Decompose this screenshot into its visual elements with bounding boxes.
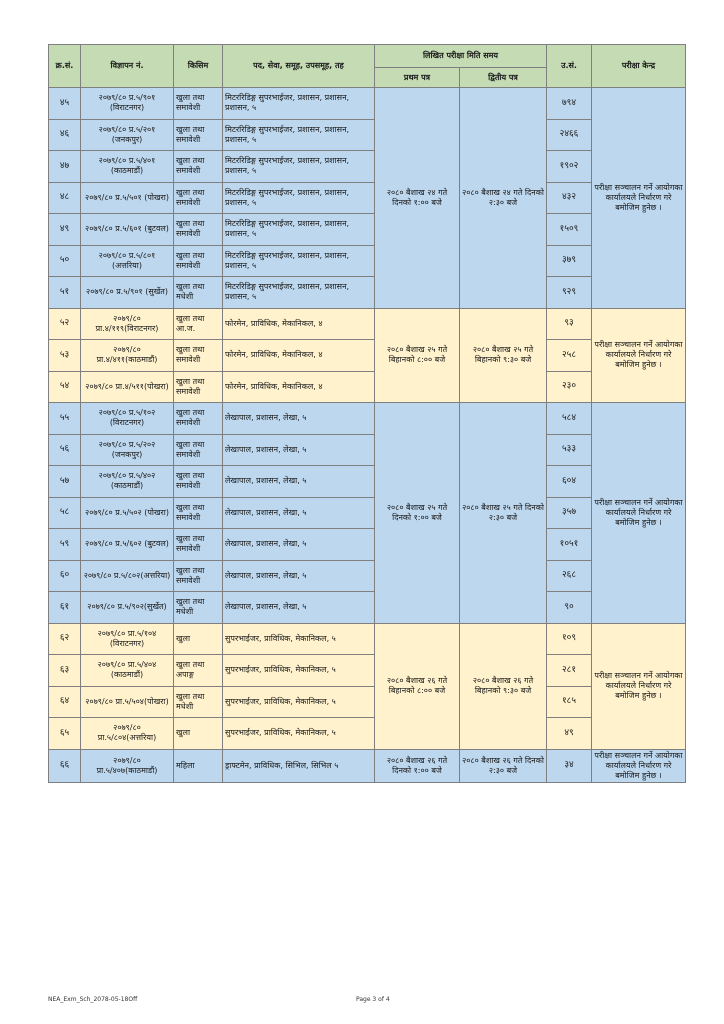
serial-number-cell: ५१ <box>49 277 81 309</box>
serial-number-cell: ४५ <box>49 88 81 120</box>
post-cell: मिटररिडिङ्ग सुपरभाईजर, प्रशासन, प्रशासन, प्रशासन, ५ <box>223 182 375 214</box>
post-cell: लेखापाल, प्रशासन, लेखा, ५ <box>223 592 375 624</box>
post-cell: सुपरभाईजर, प्राविधिक, मेकानिकल, ५ <box>223 655 375 687</box>
candidate-count-cell: १९०२ <box>547 151 592 183</box>
table-row <box>49 371 686 403</box>
candidate-count-cell: ४३२ <box>547 182 592 214</box>
header-post: पद, सेवा, समूह, उपसमूह, तह <box>223 45 375 88</box>
serial-number-cell: ६२ <box>49 623 81 655</box>
advertisement-number-cell: २०७९/८० प्र.५/६०२ (बुटवल) <box>81 529 174 561</box>
advertisement-number-cell: २०७९/८० प्र.५/६०१ (बुटवल) <box>81 214 174 246</box>
type-cell: खुला तथा समावेशी <box>174 371 223 403</box>
advertisement-number-cell: २०७९/८० प्रा.५/८०४(अत्तरिया) <box>81 718 174 750</box>
advertisement-number-cell: २०७९/८० प्रा.५/४०७(काठमाडौं) <box>81 749 174 782</box>
type-cell: खुला तथा अपाङ्ग <box>174 655 223 687</box>
post-cell: लेखापाल, प्रशासन, लेखा, ५ <box>223 434 375 466</box>
table-row <box>49 308 686 340</box>
candidate-count-cell: ५३३ <box>547 434 592 466</box>
second-paper-date-cell: २०८० बैशाख २५ गते बिहानको ९:३० बजे <box>460 308 547 403</box>
table-row <box>49 560 686 592</box>
type-cell: खुला तथा समावेशी <box>174 560 223 592</box>
serial-number-cell: ६३ <box>49 655 81 687</box>
advertisement-number-cell: २०७९/८० प्र.५/९०१ (सुर्खेत) <box>81 277 174 309</box>
exam-center-cell: परीक्षा सञ्चालन गर्ने आयोगका कार्यालयले निर्धारण गरे बमोजिम हुनेछ । <box>592 403 686 624</box>
candidate-count-cell: १०९ <box>547 623 592 655</box>
type-cell: खुला तथा समावेशी <box>174 434 223 466</box>
first-paper-date-cell: २०८० बैशाख २५ गते दिनको १:०० बजे <box>375 403 460 624</box>
candidate-count-cell: ६०४ <box>547 466 592 498</box>
candidate-count-cell: २८१ <box>547 655 592 687</box>
type-cell: खुला तथा मधेशी <box>174 277 223 309</box>
type-cell: खुला तथा मधेशी <box>174 592 223 624</box>
serial-number-cell: ५६ <box>49 434 81 466</box>
candidate-count-cell: ७९४ <box>547 88 592 120</box>
candidate-count-cell: ३४ <box>547 749 592 782</box>
post-cell: मिटररिडिङ्ग सुपरभाईजर, प्रशासन, प्रशासन, प्रशासन, ५ <box>223 119 375 151</box>
table-row <box>49 592 686 624</box>
table-row <box>49 182 686 214</box>
serial-number-cell: ६४ <box>49 686 81 718</box>
post-cell: फोरमेन, प्राविधिक, मेकानिकल, ४ <box>223 308 375 340</box>
table-row <box>49 119 686 151</box>
advertisement-number-cell: २०७९/८० प्र.५/५०२ (पोखरा) <box>81 497 174 529</box>
post-cell: मिटररिडिङ्ग सुपरभाईजर, प्रशासन, प्रशासन, प्रशासन, ५ <box>223 151 375 183</box>
advertisement-number-cell: २०७९/८० प्र.५/८०१ (अत्तरिया) <box>81 245 174 277</box>
candidate-count-cell: ९२९ <box>547 277 592 309</box>
serial-number-cell: ४६ <box>49 119 81 151</box>
post-cell: सुपरभाईजर, प्राविधिक, मेकानिकल, ५ <box>223 686 375 718</box>
table-row <box>49 88 686 120</box>
first-paper-date-cell: २०८० बैशाख २४ गते दिनको १:०० बजे <box>375 88 460 309</box>
post-cell: लेखापाल, प्रशासन, लेखा, ५ <box>223 466 375 498</box>
type-cell: खुला तथा आ.ज. <box>174 308 223 340</box>
header-serial-number: क्र.सं. <box>49 45 81 88</box>
candidate-count-cell: ४९ <box>547 718 592 750</box>
header-second-paper: द्वितीय पत्र <box>460 68 547 88</box>
type-cell: खुला <box>174 623 223 655</box>
candidate-count-cell: ५८४ <box>547 403 592 435</box>
advertisement-number-cell: २०७९/८० प्रा.४/५११(पोखरा) <box>81 371 174 403</box>
footer-page-number: Page 3 of 4 <box>356 996 390 1003</box>
advertisement-number-cell: २०७९/८० प्रा.४/४११(काठमाडौं) <box>81 340 174 372</box>
serial-number-cell: ५२ <box>49 308 81 340</box>
candidate-count-cell: ३५७ <box>547 497 592 529</box>
exam-center-cell: परीक्षा सञ्चालन गर्ने आयोगका कार्यालयले निर्धारण गरे बमोजिम हुनेछ । <box>592 749 686 782</box>
candidate-count-cell: २३० <box>547 371 592 403</box>
candidate-count-cell: ९३ <box>547 308 592 340</box>
exam-center-cell: परीक्षा सञ्चालन गर्ने आयोगका कार्यालयले निर्धारण गरे बमोजिम हुनेछ । <box>592 308 686 403</box>
table-row <box>49 749 686 782</box>
advertisement-number-cell: २०७९/८० प्र.५/४०१ (काठमाडौं) <box>81 151 174 183</box>
candidate-count-cell: २४६६ <box>547 119 592 151</box>
header-type: किसिम <box>174 45 223 88</box>
advertisement-number-cell: २०७९/८० प्र.५/२०२ (जनकपुर) <box>81 434 174 466</box>
post-cell: लेखापाल, प्रशासन, लेखा, ५ <box>223 560 375 592</box>
post-cell: लेखापाल, प्रशासन, लेखा, ५ <box>223 497 375 529</box>
post-cell: ड्राफ्टमेन, प्राविधिक, सिभिल, सिभिल ५ <box>223 749 375 782</box>
table-row <box>49 623 686 655</box>
table-row <box>49 277 686 309</box>
advertisement-number-cell: २०७९/८० प्रा.५/१०४ (विराटनगर) <box>81 623 174 655</box>
serial-number-cell: ४७ <box>49 151 81 183</box>
post-cell: मिटररिडिङ्ग सुपरभाईजर, प्रशासन, प्रशासन, प्रशासन, ५ <box>223 214 375 246</box>
candidate-count-cell: १०५१ <box>547 529 592 561</box>
serial-number-cell: ५५ <box>49 403 81 435</box>
type-cell: खुला तथा समावेशी <box>174 88 223 120</box>
exam-center-cell: परीक्षा सञ्चालन गर्ने आयोगका कार्यालयले निर्धारण गरे बमोजिम हुनेछ । <box>592 88 686 309</box>
table-row <box>49 466 686 498</box>
advertisement-number-cell: २०७९/८० प्र.५/५०१ (पोखरा) <box>81 182 174 214</box>
type-cell: खुला तथा मधेशी <box>174 686 223 718</box>
candidate-count-cell: ३७९ <box>547 245 592 277</box>
serial-number-cell: ५९ <box>49 529 81 561</box>
header-written-exam: लिखित परीक्षा मिति समय <box>375 45 547 68</box>
serial-number-cell: ६६ <box>49 749 81 782</box>
advertisement-number-cell: २०७९/८० प्रा.४/११९(विराटनगर) <box>81 308 174 340</box>
serial-number-cell: ५४ <box>49 371 81 403</box>
post-cell: फोरमेन, प्राविधिक, मेकानिकल, ४ <box>223 340 375 372</box>
type-cell: खुला <box>174 718 223 750</box>
post-cell: मिटररिडिङ्ग सुपरभाईजर, प्रशासन, प्रशासन, प्रशासन, ५ <box>223 88 375 120</box>
second-paper-date-cell: २०८० बैशाख २४ गते दिनको २:३० बजे <box>460 88 547 309</box>
post-cell: सुपरभाईजर, प्राविधिक, मेकानिकल, ५ <box>223 718 375 750</box>
candidate-count-cell: १५०९ <box>547 214 592 246</box>
first-paper-date-cell: २०८० बैशाख २५ गते बिहानको ८:०० बजे <box>375 308 460 403</box>
table-row <box>49 340 686 372</box>
advertisement-number-cell: २०७९/८० प्र.५/९०२(सुर्खेत) <box>81 592 174 624</box>
type-cell: खुला तथा समावेशी <box>174 340 223 372</box>
header-candidates: उ.सं. <box>547 45 592 88</box>
table-row <box>49 245 686 277</box>
advertisement-number-cell: २०७९/८० प्र.५/४०२ (काठमाडौं) <box>81 466 174 498</box>
serial-number-cell: ५८ <box>49 497 81 529</box>
table-row <box>49 151 686 183</box>
post-cell: मिटररिडिङ्ग सुपरभाईजर, प्रशासन, प्रशासन, प्रशासन, ५ <box>223 245 375 277</box>
type-cell: खुला तथा समावेशी <box>174 245 223 277</box>
advertisement-number-cell: २०७९/८० प्र.५/२०१ (जनकपुर) <box>81 119 174 151</box>
post-cell: सुपरभाईजर, प्राविधिक, मेकानिकल, ५ <box>223 623 375 655</box>
footer-document-id: NEA_Exm_Sch_2078-05-18Off <box>48 996 138 1003</box>
type-cell: खुला तथा समावेशी <box>174 119 223 151</box>
type-cell: खुला तथा समावेशी <box>174 214 223 246</box>
type-cell: खुला तथा समावेशी <box>174 182 223 214</box>
candidate-count-cell: २५८ <box>547 340 592 372</box>
table-row <box>49 686 686 718</box>
post-cell: लेखापाल, प्रशासन, लेखा, ५ <box>223 529 375 561</box>
candidate-count-cell: २६८ <box>547 560 592 592</box>
exam-center-cell: परीक्षा सञ्चालन गर्ने आयोगका कार्यालयले निर्धारण गरे बमोजिम हुनेछ । <box>592 623 686 749</box>
serial-number-cell: ५० <box>49 245 81 277</box>
exam-schedule-table <box>48 44 686 783</box>
table-row <box>49 434 686 466</box>
header-exam-center: परीक्षा केन्द्र <box>592 45 686 88</box>
first-paper-date-cell: २०८० बैशाख २६ गते दिनको १:०० बजे <box>375 749 460 782</box>
table-row <box>49 655 686 687</box>
type-cell: खुला तथा समावेशी <box>174 497 223 529</box>
type-cell: महिला <box>174 749 223 782</box>
second-paper-date-cell: २०८० बैशाख २६ गते बिहानको ९:३० बजे <box>460 623 547 749</box>
post-cell: मिटररिडिङ्ग सुपरभाईजर, प्रशासन, प्रशासन, प्रशासन, ५ <box>223 277 375 309</box>
type-cell: खुला तथा समावेशी <box>174 529 223 561</box>
serial-number-cell: ६१ <box>49 592 81 624</box>
serial-number-cell: ५३ <box>49 340 81 372</box>
first-paper-date-cell: २०८० बैशाख २६ गते बिहानको ८:०० बजे <box>375 623 460 749</box>
advertisement-number-cell: २०७९/८० प्र.५/१०२ (विराटनगर) <box>81 403 174 435</box>
table-row <box>49 403 686 435</box>
header-advertisement-number: विज्ञापन नं. <box>81 45 174 88</box>
candidate-count-cell: १८५ <box>547 686 592 718</box>
serial-number-cell: ५७ <box>49 466 81 498</box>
table-row <box>49 214 686 246</box>
post-cell: लेखापाल, प्रशासन, लेखा, ५ <box>223 403 375 435</box>
advertisement-number-cell: २०७९/८० प्रा.५/४०४ (काठमाडौं) <box>81 655 174 687</box>
serial-number-cell: ४९ <box>49 214 81 246</box>
serial-number-cell: ४८ <box>49 182 81 214</box>
post-cell: फोरमेन, प्राविधिक, मेकानिकल, ४ <box>223 371 375 403</box>
serial-number-cell: ६० <box>49 560 81 592</box>
table-row <box>49 718 686 750</box>
type-cell: खुला तथा समावेशी <box>174 403 223 435</box>
advertisement-number-cell: २०७९/८० प्र.५/९०१ (विराटनगर) <box>81 88 174 120</box>
advertisement-number-cell: २०७९/८० प्रा.५/५०४(पोखरा) <box>81 686 174 718</box>
type-cell: खुला तथा समावेशी <box>174 151 223 183</box>
advertisement-number-cell: २०७९/८० प्र.५/८०२(अत्तरिया) <box>81 560 174 592</box>
table-row <box>49 529 686 561</box>
table-body <box>49 88 686 783</box>
second-paper-date-cell: २०८० बैशाख २६ गते दिनको २:३० बजे <box>460 749 547 782</box>
second-paper-date-cell: २०८० बैशाख २५ गते दिनको २:३० बजे <box>460 403 547 624</box>
candidate-count-cell: ९० <box>547 592 592 624</box>
serial-number-cell: ६५ <box>49 718 81 750</box>
type-cell: खुला तथा समावेशी <box>174 466 223 498</box>
header-first-paper: प्रथम पत्र <box>375 68 460 88</box>
table-row <box>49 497 686 529</box>
